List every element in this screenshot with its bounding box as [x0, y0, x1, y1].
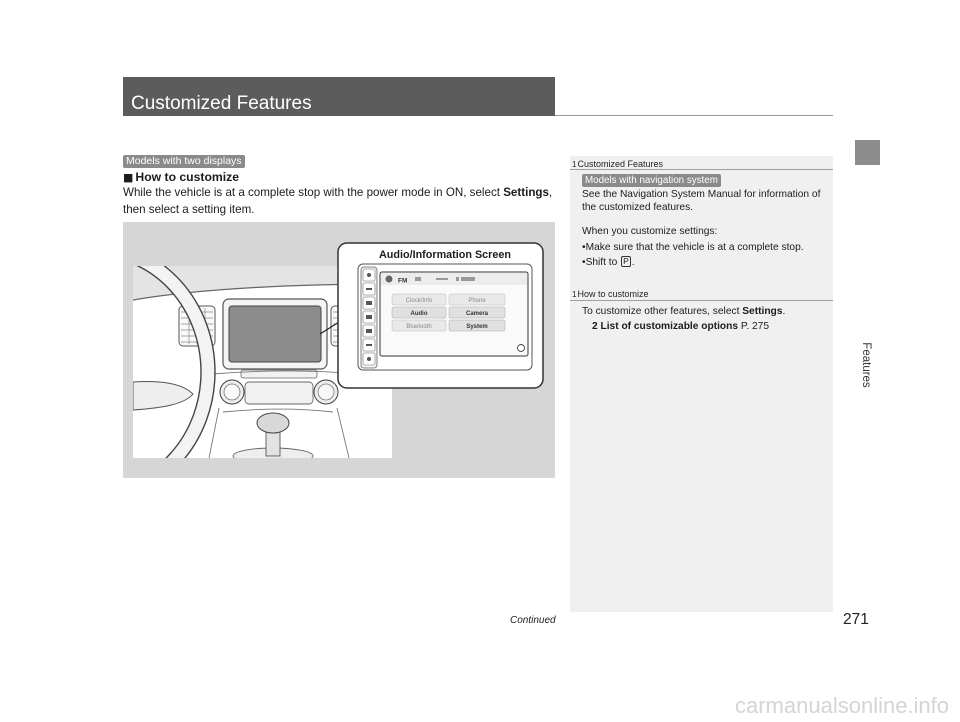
left-knob: [220, 380, 244, 404]
instruction-punct: ,: [548, 186, 553, 199]
model-badge-navigation: Models with navigation system: [582, 174, 721, 187]
note-bullet-item: [582, 241, 804, 254]
menu-icon: [366, 315, 372, 319]
bullet-icon: •: [582, 242, 586, 253]
title-bar: [123, 77, 555, 116]
park-position-icon: P: [623, 256, 629, 266]
audio-information-unit: [358, 264, 532, 370]
bullet-punct: .: [631, 257, 635, 268]
note-text-line: See the Navigation System Manual for information of: [582, 189, 821, 200]
cross-reference-label: List of customizable options: [597, 321, 739, 332]
menu-label-audio: Audio: [410, 311, 428, 317]
note-text-line: the customized features.: [582, 202, 693, 213]
cross-reference-icon: 2: [592, 321, 598, 332]
instruction-line-1: [123, 186, 552, 200]
note-rule: [570, 169, 833, 170]
menu-label-system: System: [466, 324, 488, 330]
bullet-text: Make sure that the vehicle is at a complete stop.: [585, 242, 804, 253]
watermark: carmanualsonline.info: [735, 693, 950, 718]
dashboard-illustration: [123, 222, 555, 478]
menu-label-bluetooth: Bluetooth: [406, 324, 432, 330]
callout-title: Audio/Information Screen: [379, 249, 511, 261]
unit-knob: [518, 345, 525, 352]
home-status-icon: [386, 276, 393, 283]
note-heading-text: Customized Features: [577, 159, 663, 169]
menu-label-camera: Camera: [465, 311, 489, 317]
tune-icon: [366, 344, 372, 346]
continued-label: Continued: [510, 615, 556, 626]
menu-label-clock-info: Clock/Info: [405, 298, 433, 304]
audio-source-label: FM: [398, 277, 408, 285]
settings-term: Settings: [503, 186, 549, 199]
bullet-text: Shift to: [585, 257, 621, 268]
settings-term: Settings: [742, 306, 783, 317]
cross-reference-page: P. 275: [738, 321, 770, 332]
note-text-line: [582, 305, 785, 318]
cross-reference-link[interactable]: [592, 320, 769, 333]
note-heading-how-to-customize: [572, 289, 648, 300]
page-number: 271: [843, 611, 869, 628]
instruction-line-2: then select a setting item.: [123, 203, 255, 216]
power-icon: [367, 273, 371, 277]
chapter-tab-label: Features: [860, 342, 872, 388]
section-marker-icon: ■: [123, 171, 134, 184]
phone-icon: [367, 357, 371, 361]
title-rule: [555, 115, 833, 116]
section-heading: [123, 170, 239, 185]
model-badge: Models with two displays: [123, 155, 245, 168]
center-display: [229, 306, 321, 362]
note-bullet-item: [582, 256, 635, 269]
note-rule: [570, 300, 833, 301]
notes-panel: [570, 156, 833, 612]
menu-label-phone: Phone: [468, 298, 486, 304]
back-icon: [366, 329, 372, 333]
bullet-icon: •: [582, 257, 586, 268]
note-intro: When you customize settings:: [582, 226, 718, 237]
note-marker-icon: 1: [572, 160, 577, 169]
chapter-tab-marker: [855, 140, 880, 165]
volume-icon: [366, 288, 372, 290]
note-marker-icon: 1: [572, 290, 577, 299]
right-knob: [314, 380, 338, 404]
note-heading-text: How to customize: [577, 289, 649, 299]
page-title: Customized Features: [131, 93, 312, 114]
home-icon: [366, 301, 372, 305]
illustration-svg: [123, 222, 555, 478]
instruction-text: While the vehicle is at a complete stop with the power mode in ON, select: [123, 186, 504, 199]
note-punct: .: [782, 306, 786, 317]
climate-panel: [245, 382, 313, 404]
note-text: To customize other features, select: [582, 306, 743, 317]
section-heading-text: How to customize: [135, 170, 240, 184]
